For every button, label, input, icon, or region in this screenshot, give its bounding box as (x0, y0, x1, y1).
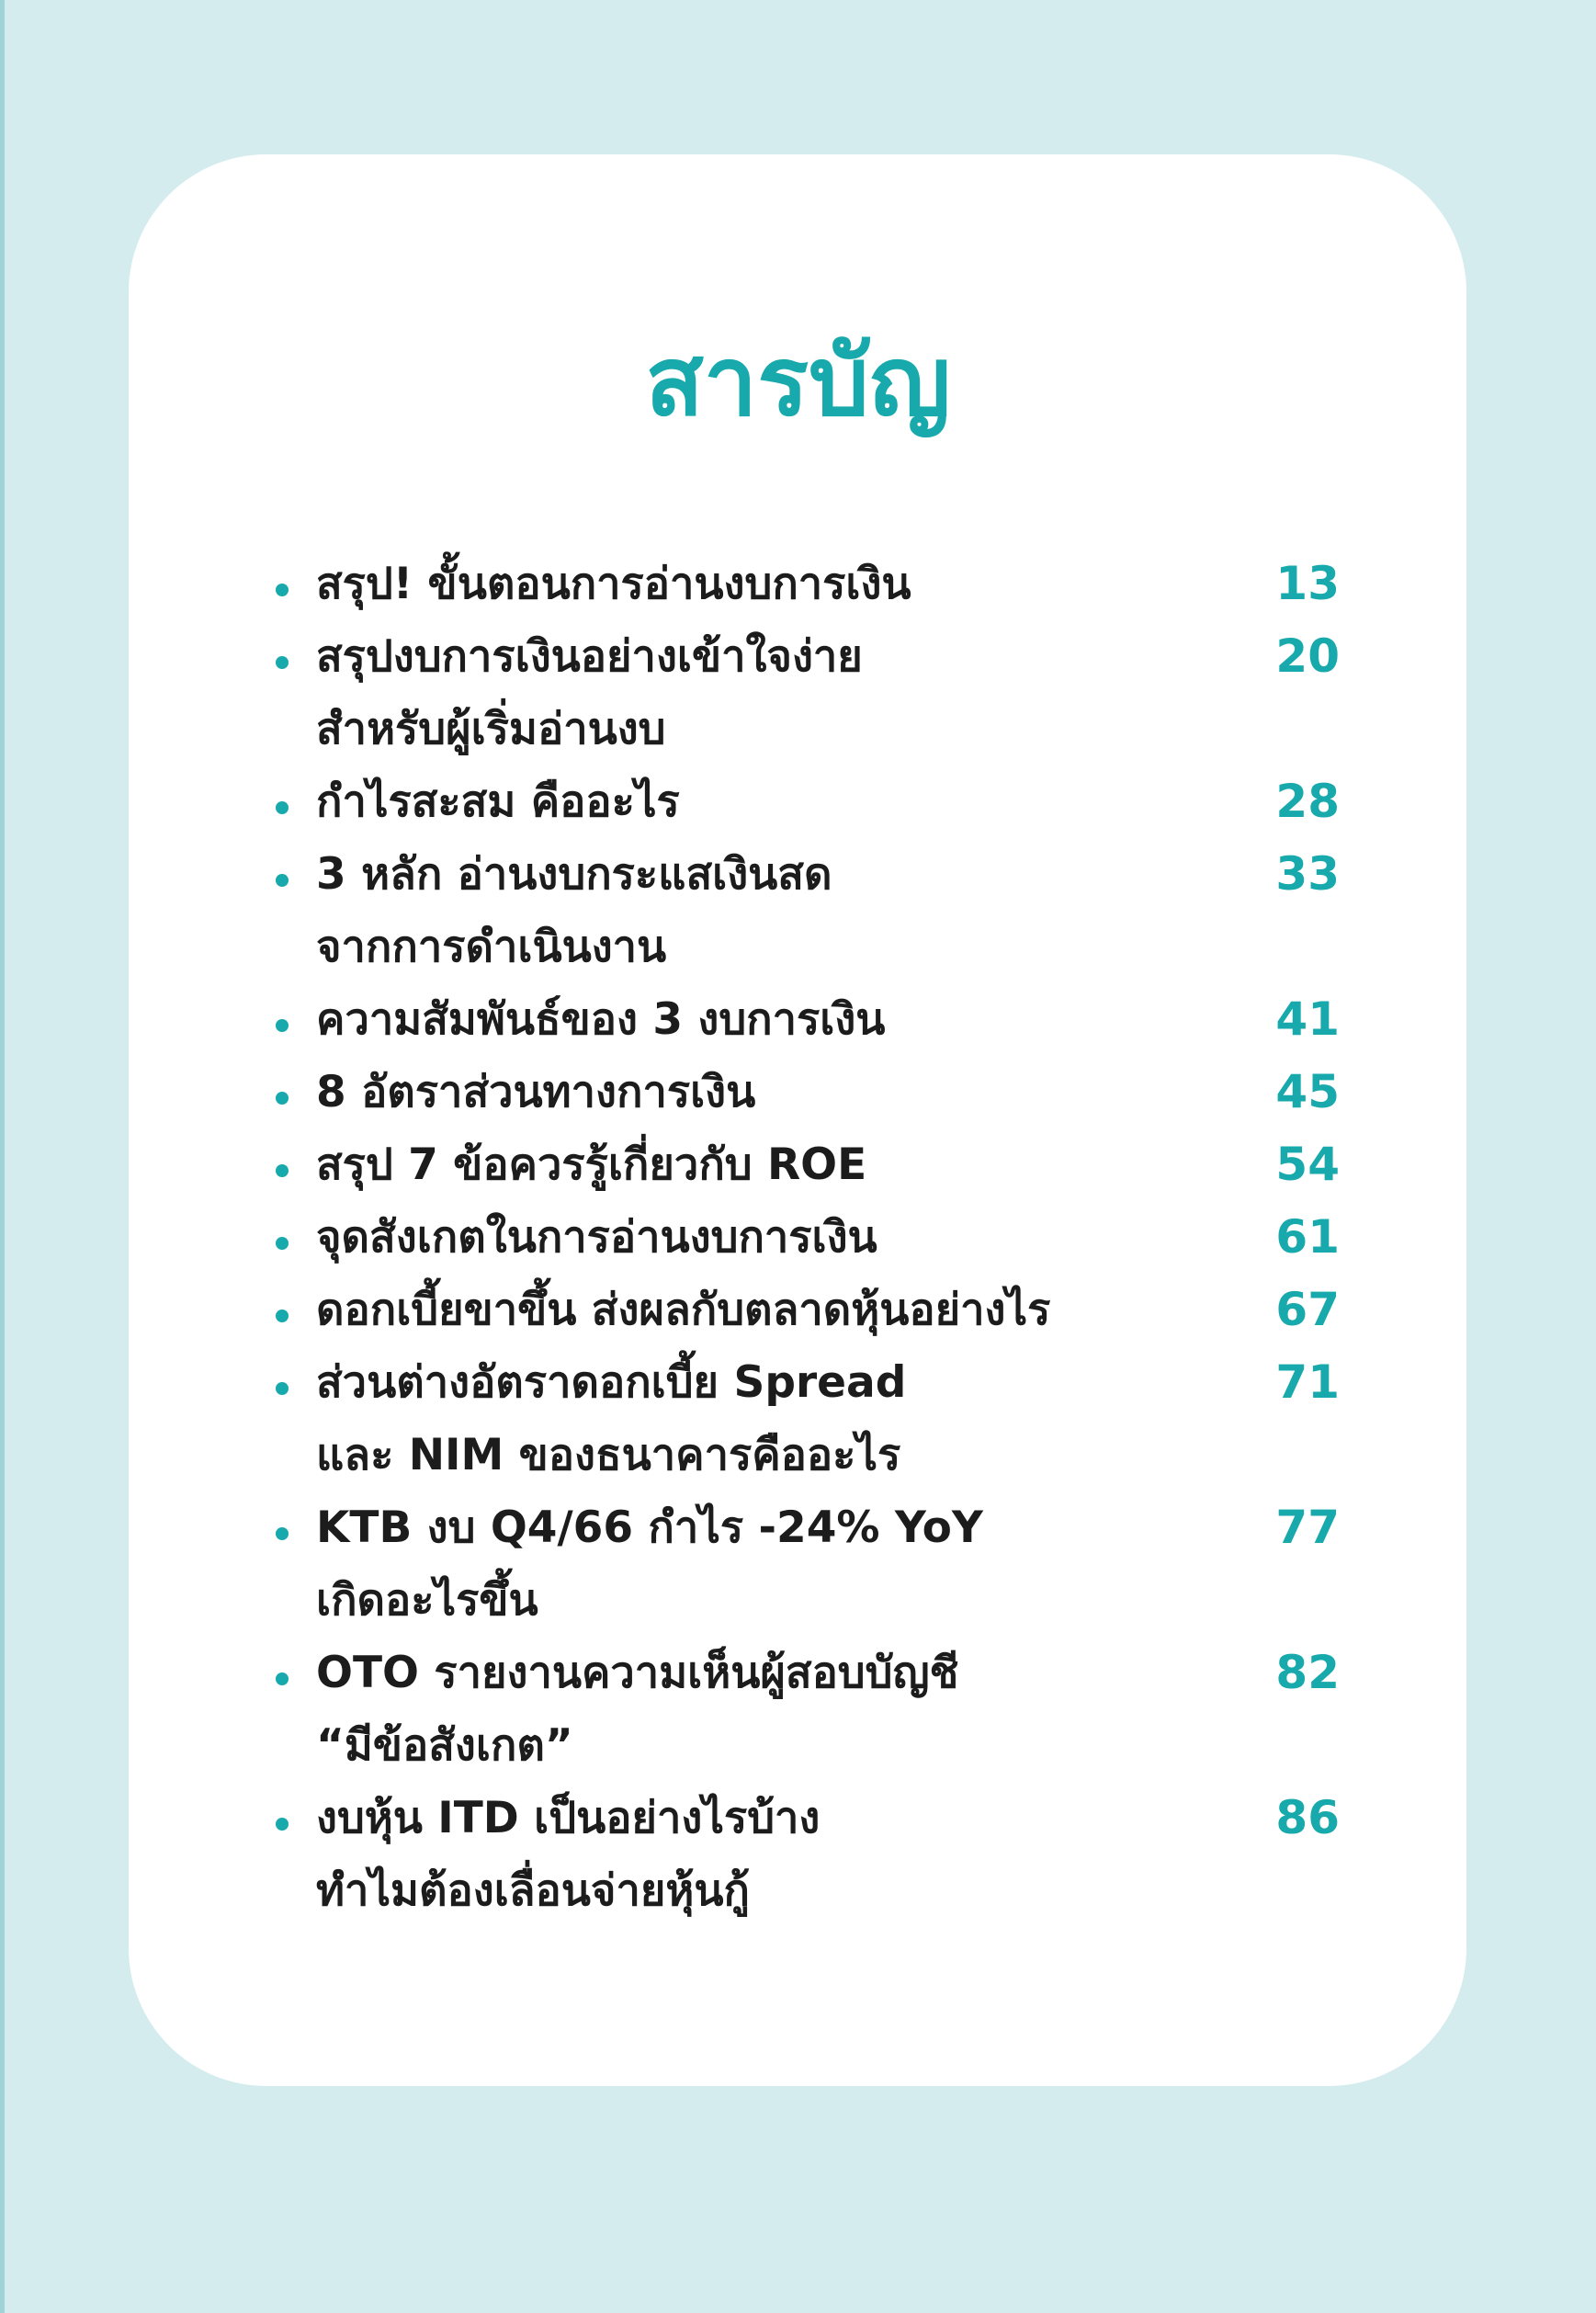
toc-item-title: OTO รายงานความเห็นผู้สอบบัญชี “มีข้อสังเกต” (316, 1648, 959, 1771)
toc-item-title: ส่วนต่างอัตราดอกเบี้ย Spread และ NIM ของธนาคารคืออะไร (316, 1357, 907, 1480)
toc-item[interactable] (274, 1346, 1340, 1491)
toc-item-title: กำไรสะสม คืออะไร (316, 777, 680, 827)
toc-item[interactable] (274, 1491, 1340, 1637)
bullet-icon (274, 983, 316, 1056)
bullet-icon (274, 1128, 316, 1201)
toc-item[interactable] (274, 765, 1340, 838)
toc-item[interactable] (274, 548, 1340, 620)
bullet-icon (274, 1346, 316, 1419)
toc-item-page: 61 (1275, 1210, 1340, 1264)
toc-item-page: 67 (1275, 1283, 1340, 1336)
toc-item-page: 33 (1275, 847, 1340, 901)
page-title: สารบัญ (645, 325, 951, 437)
toc-item[interactable] (274, 1637, 1340, 1782)
toc-item[interactable] (274, 1201, 1340, 1274)
toc-item-title: KTB งบ Q4/66 กำไร -24% YoY เกิดอะไรขึ้น (316, 1502, 983, 1626)
bullet-icon (274, 1274, 316, 1346)
toc-item[interactable] (274, 1128, 1340, 1201)
bullet-icon (274, 1056, 316, 1128)
toc-item[interactable] (274, 983, 1340, 1056)
bullet-icon (274, 838, 316, 911)
toc-item-page: 41 (1275, 992, 1340, 1046)
toc-item-title: 8 อัตราส่วนทางการเงิน (316, 1067, 756, 1117)
toc-item-page: 77 (1275, 1501, 1340, 1554)
toc-item-title: สรุปงบการเงินอย่างเข้าใจง่าย สำหรับผู้เริ่มอ่านงบ (316, 631, 863, 754)
toc-item-page: 71 (1275, 1355, 1340, 1409)
toc-item[interactable] (274, 1274, 1340, 1346)
bullet-icon (274, 1637, 316, 1709)
toc-item-title: 3 หลัก อ่านงบกระแสเงินสด จากการดำเนินงาน (316, 849, 832, 972)
bullet-icon (274, 548, 316, 620)
toc-item[interactable] (274, 1782, 1340, 1927)
toc-item-title: ดอกเบี้ยขาขึ้น ส่งผลกับตลาดหุ้นอย่างไร (316, 1285, 1051, 1335)
toc-item[interactable] (274, 838, 1340, 983)
toc-item[interactable] (274, 620, 1340, 765)
toc-item-page: 54 (1275, 1138, 1340, 1191)
toc-item-title: สรุป 7 ข้อควรรู้เกี่ยวกับ ROE (316, 1139, 867, 1190)
toc-item-page: 82 (1275, 1646, 1340, 1699)
toc-item-page: 13 (1275, 557, 1340, 610)
toc-item-title: สรุป! ขั้นตอนการอ่านงบการเงิน (316, 559, 911, 609)
bullet-icon (274, 1782, 316, 1854)
toc-item-page: 86 (1275, 1791, 1340, 1844)
bullet-icon (274, 765, 316, 838)
bullet-icon (274, 1491, 316, 1564)
toc-item-page: 20 (1275, 629, 1340, 683)
bullet-icon (274, 620, 316, 693)
toc-item-title: งบหุ้น ITD เป็นอย่างไรบ้าง ทำไมต้องเลื่อนจ่ายหุ้นกู้ (316, 1793, 821, 1916)
table-of-contents (274, 548, 1340, 1927)
toc-item-page: 28 (1275, 775, 1340, 828)
toc-item[interactable] (274, 1056, 1340, 1128)
bullet-icon (274, 1201, 316, 1274)
toc-item-title: จุดสังเกตในการอ่านงบการเงิน (316, 1212, 877, 1263)
toc-item-title: ความสัมพันธ์ของ 3 งบการเงิน (316, 994, 886, 1045)
toc-item-page: 45 (1275, 1065, 1340, 1118)
